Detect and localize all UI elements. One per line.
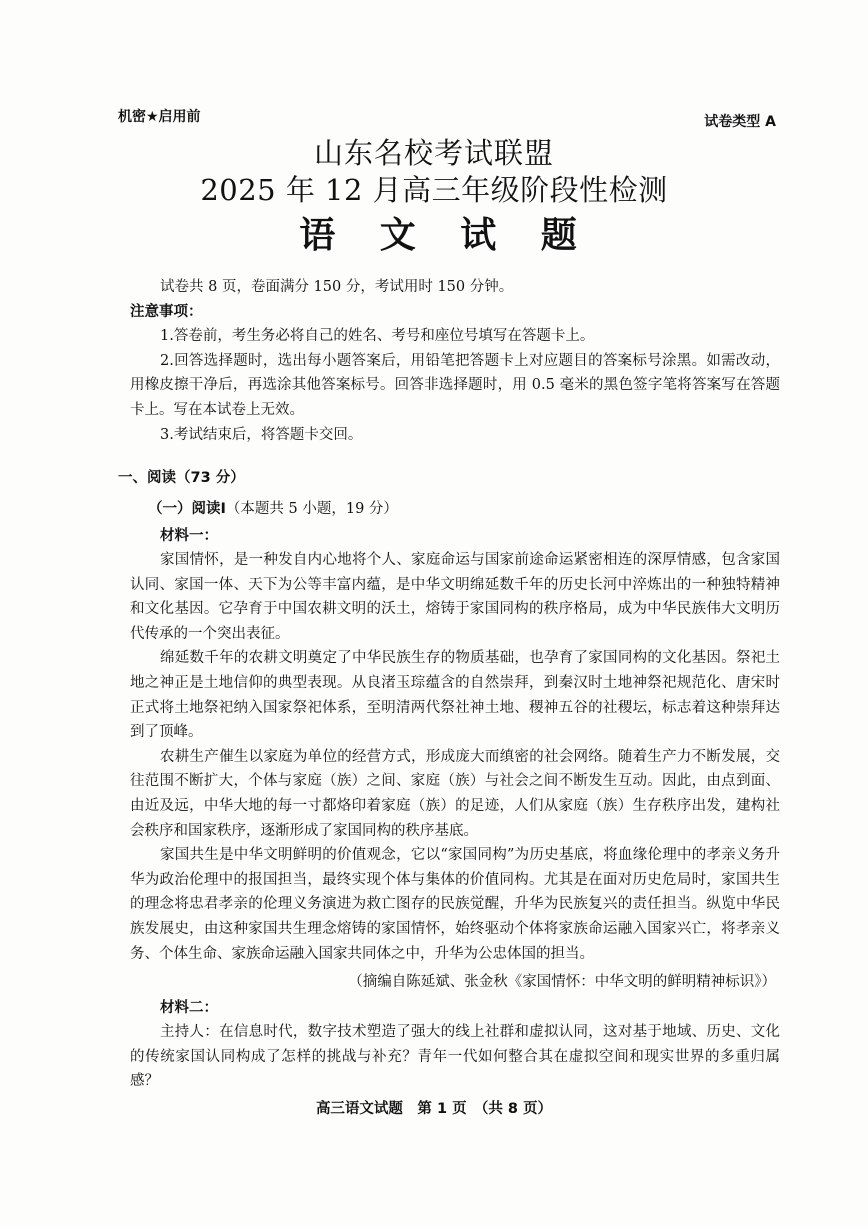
section-heading: 一、阅读（73 分）	[118, 470, 245, 486]
exam-date-title: 2025 年 12 月高三年级阶段性检测	[200, 173, 668, 207]
material1-paragraph: 农耕生产催生以家庭为单位的经营方式，形成庞大而缜密的社会网络。随着生产力不断发展，交往范围不断扩大，个体与家庭（族）之间、家庭（族）与社会之间不断发生互动。因此，由点到面、由近及远，中华大地的每一寸都烙印着家庭（族）的足迹，人们从家庭（族）生存秩序出发，建构社会秩序和国家秩序，逐渐形成了家国同构的秩序基底。	[130, 748, 780, 839]
material1-body	[130, 548, 780, 966]
note-item: 2.回答选择题时，选出每小题答案后，用铅笔把答题卡上对应题目的答案标号涂黑。如需改动，用橡皮擦干净后，再选涂其他答案标号。回答非选择题时，用 0.5 毫米的黑色签字笔将答案写在答题卡上。写在本试卷上无效。	[130, 352, 780, 418]
material1-label: 材料一：	[160, 528, 218, 544]
subsection-lead: （一）阅读Ⅰ	[148, 501, 226, 517]
notes-heading: 注意事项：	[130, 303, 203, 320]
material2-paragraph: 主持人：在信息时代，数字技术塑造了强大的线上社群和虚拟认同，这对基于地域、历史、文化的传统家国认同构成了怎样的挑战与补充？青年一代如何整合其在虚拟空间和现实世界的多重归属感？	[130, 1024, 780, 1090]
note-item: 1.答卷前，考生务必将自己的姓名、考号和座位号填写在答题卡上。	[160, 328, 595, 345]
confidential-mark: 机密★启用前	[118, 109, 201, 125]
material2-body	[130, 1020, 780, 1094]
material2-label: 材料二：	[160, 1000, 218, 1016]
page-footer: 高三语文试题 第 1 页 （共 8 页）	[315, 1101, 553, 1117]
subsection-detail: （本题共 5 小题，19 分）	[225, 501, 398, 517]
material1-paragraph: 家国情怀，是一种发自内心地将个人、家庭命运与国家前途命运紧密相连的深厚情感，包含家国认同、家国一体、天下为公等丰富内蕴，是中华文明绵延数千年的历史长河中淬炼出的一种独特精神和文化基因。它孕育于中国农耕文明的沃土，熔铸于家国同构的秩序格局，成为中华民族伟大文明历代传承的一个突出表征。	[130, 552, 780, 642]
material1-paragraph: 绵延数千年的农耕文明奠定了中华民族生存的物质基础，也孕育了家国同构的文化基因。祭祀土地之神正是土地信仰的典型表现。从良渚玉琮蕴含的自然崇拜，到秦汉时土地神祭祀规范化、唐宋时正式将土地祭祀纳入国家祭祀体系，至明清两代祭社神土地、稷神五谷的社稷坛，标志着这种崇拜达到了顶峰。	[130, 650, 780, 741]
note-item: 3.考试结束后，将答题卡交回。	[160, 426, 363, 443]
material1-source: （摘编自陈延斌、张金秋《家国情怀：中华文明的鲜明精神标识》）	[348, 974, 776, 990]
exam-summary: 试卷共 8 页，卷面满分 150 分，考试用时 150 分钟。	[160, 279, 514, 295]
paper-type-label: 试卷类型 A	[704, 114, 776, 130]
material1-paragraph: 家国共生是中华文明鲜明的价值观念，它以“家国同构”为历史基底，将血缘伦理中的孝亲义务升华为政治伦理中的报国担当，最终实现个体与集体的价值同构。尤其是在面对历史危局时，家国共生的理念将忠君孝亲的伦理义务演进为救亡图存的民族觉醒，升华为民族复兴的责任担当。纵览中华民族发展史，由这种家国共生理念熔铸的家国情怀，始终驱动个体将家族命运融入国家兴亡，将孝亲义务、个体生命、家族命运融入国家共同体之中，升华为公忠体国的担当。	[130, 847, 780, 962]
subsection-heading	[148, 497, 398, 518]
exam-instructions	[130, 275, 780, 447]
subject-title: 语 文 试 题	[299, 215, 593, 256]
exam-organizer-title: 山东名校考试联盟	[313, 136, 554, 170]
